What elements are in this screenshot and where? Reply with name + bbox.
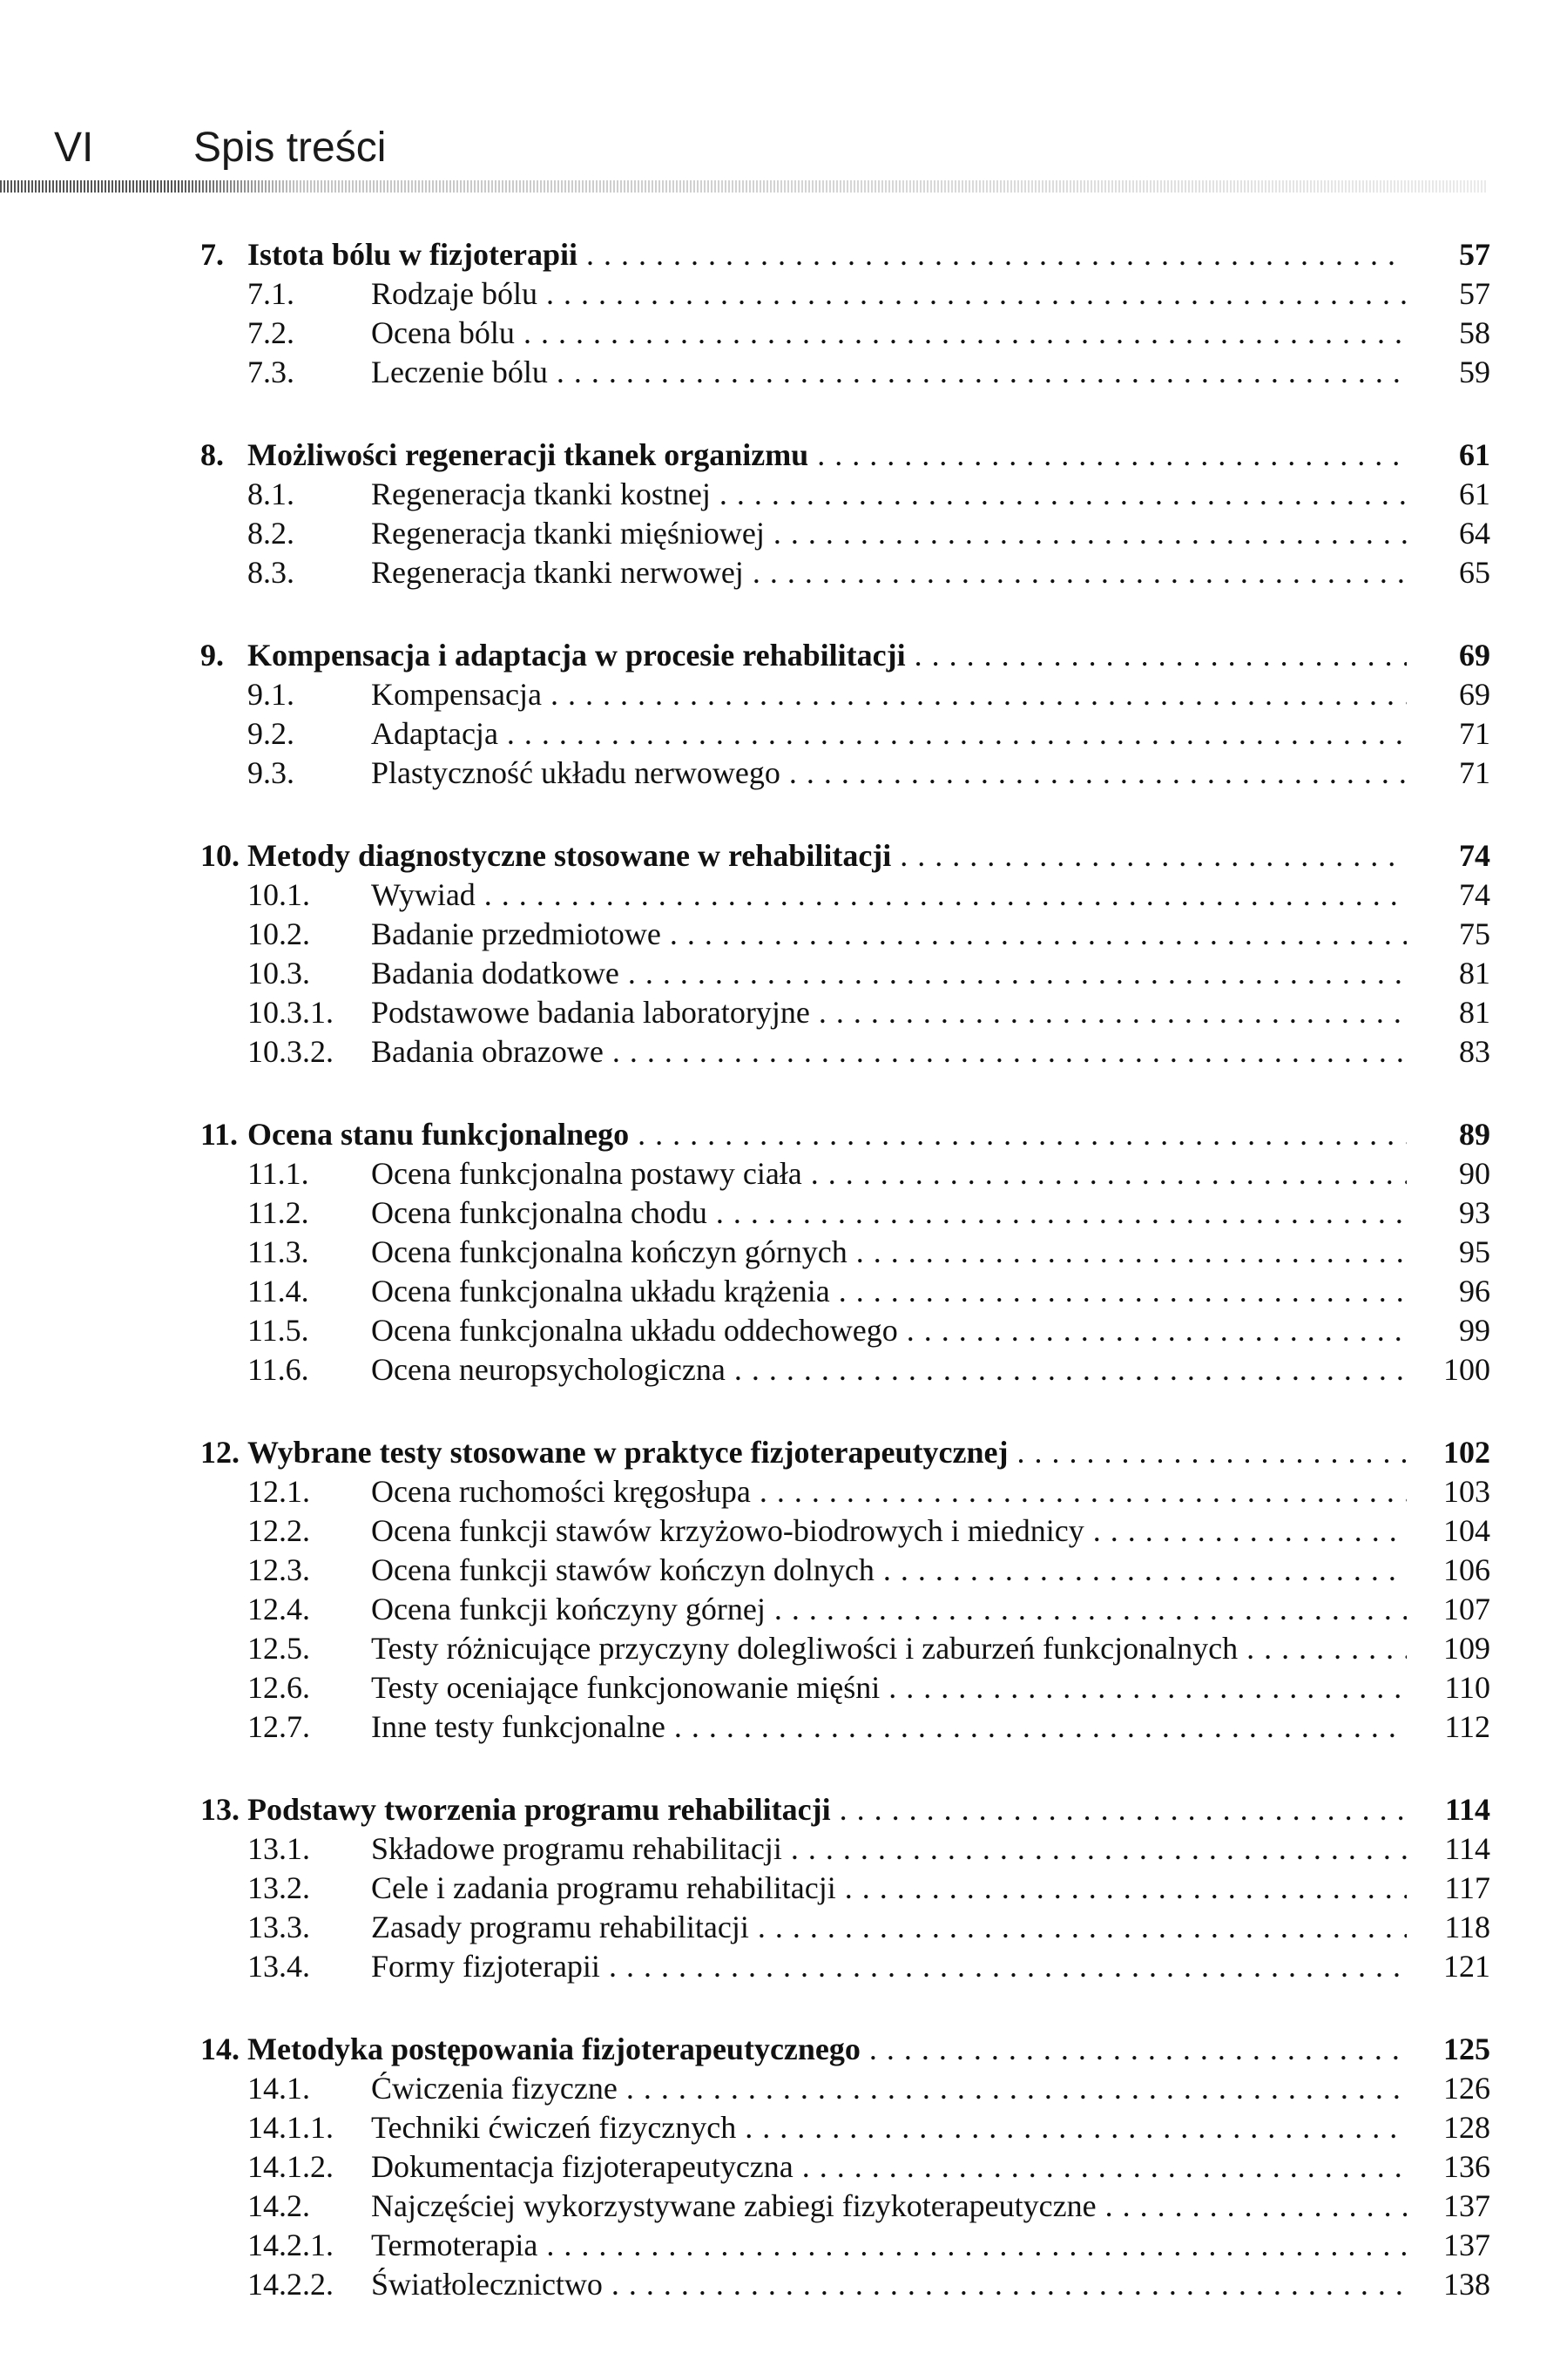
toc-entry-number: 13.1. <box>247 1831 310 1866</box>
toc-entry-title: Testy różnicujące przyczyny dolegliwości i zaburzeń funkcjonalnych <box>371 1631 1239 1666</box>
toc-entry-number: 11.2. <box>247 1195 309 1230</box>
toc-entry <box>0 353 1560 392</box>
toc-entry <box>0 1511 1560 1551</box>
toc-chapter-heading <box>0 836 1560 876</box>
toc-entry-leader <box>371 1154 1407 1193</box>
toc-entry-title: Ocena funkcjonalna układu oddechowego <box>371 1313 898 1348</box>
toc-entry-number: 14.2. <box>247 2188 310 2223</box>
toc-entry-number: 7. <box>200 237 224 272</box>
toc-entry-title: Kompensacja <box>371 677 542 712</box>
toc-entry-leader <box>371 1551 1407 1590</box>
toc-entry-number: 11.4. <box>247 1274 309 1308</box>
toc-chapter-heading <box>0 436 1560 475</box>
toc-entry-title: Ocena funkcji stawów krzyżowo-biodrowych i miednicy <box>371 1513 1084 1548</box>
toc-entry-page: 125 <box>1443 2032 1490 2066</box>
toc-chapter <box>0 636 1560 793</box>
toc-entry-title: Składowe programu rehabilitacji <box>371 1831 782 1866</box>
toc-entry-page: 61 <box>1459 477 1490 511</box>
toc-chapter-heading <box>0 636 1560 675</box>
toc-chapter <box>0 235 1560 392</box>
toc-entry-leader <box>371 993 1407 1032</box>
toc-entry-number: 12.6. <box>247 1670 310 1705</box>
toc-entry <box>0 754 1560 793</box>
toc-entry-number: 12.1. <box>247 1474 310 1509</box>
toc-entry-page: 96 <box>1459 1274 1490 1308</box>
toc-entry <box>0 2108 1560 2147</box>
toc-entry-title: Inne testy funkcjonalne <box>371 1709 665 1744</box>
toc-entry <box>0 1668 1560 1707</box>
toc-entry <box>0 1707 1560 1747</box>
toc-entry-number: 14.2.2. <box>247 2267 334 2302</box>
toc-entry-leader <box>247 636 1407 675</box>
toc-entry <box>0 714 1560 754</box>
toc-entry-title: Regeneracja tkanki mięśniowej <box>371 516 765 551</box>
toc-entry-page: 99 <box>1459 1313 1490 1348</box>
toc-entry-title: Ćwiczenia fizyczne <box>371 2071 618 2106</box>
toc-entry-page: 57 <box>1459 276 1490 311</box>
toc-entry-leader <box>371 1032 1407 1072</box>
toc-entry <box>0 1272 1560 1311</box>
toc-entry-page: 90 <box>1459 1156 1490 1191</box>
toc-entry-page: 126 <box>1443 2071 1490 2106</box>
toc-entry-number: 9.1. <box>247 677 294 712</box>
toc-entry <box>0 876 1560 915</box>
toc-entry <box>0 675 1560 714</box>
toc-chapter <box>0 1790 1560 1986</box>
toc-entry-page: 71 <box>1459 755 1490 790</box>
toc-entry-title: Regeneracja tkanki kostnej <box>371 477 711 511</box>
toc-entry-title: Ocena funkcji kończyny górnej <box>371 1592 766 1626</box>
toc-entry <box>0 1869 1560 1908</box>
toc-entry-leader <box>247 1115 1407 1154</box>
toc-entry-number: 12.4. <box>247 1592 310 1626</box>
toc-chapter-heading <box>0 1115 1560 1154</box>
toc-entry-page: 58 <box>1459 315 1490 350</box>
toc-entry-number: 14.1.2. <box>247 2149 334 2184</box>
toc-entry-leader <box>371 1707 1407 1747</box>
toc-entry-leader <box>371 1629 1407 1668</box>
toc-chapter <box>0 2030 1560 2304</box>
toc-chapter <box>0 836 1560 1072</box>
toc-entry-page: 102 <box>1443 1435 1490 1470</box>
toc-entry <box>0 1590 1560 1629</box>
toc-entry-title: Wybrane testy stosowane w praktyce fizjoterapeutycznej <box>247 1435 1009 1470</box>
toc-entry-page: 95 <box>1459 1234 1490 1269</box>
toc-entry-title: Światłolecznictwo <box>371 2267 603 2302</box>
toc-entry-leader <box>371 1272 1407 1311</box>
toc-entry-title: Ocena neuropsychologiczna <box>371 1352 726 1387</box>
toc-entry <box>0 1629 1560 1668</box>
toc-entry-page: 137 <box>1443 2188 1490 2223</box>
toc-entry-page: 74 <box>1459 838 1490 873</box>
toc-entry-title: Badania dodatkowe <box>371 956 619 991</box>
toc-entry-leader <box>371 2226 1407 2265</box>
toc-entry-title: Kompensacja i adaptacja w procesie rehabilitacji <box>247 638 906 673</box>
toc-entry <box>0 314 1560 353</box>
toc-entry-leader <box>371 274 1407 314</box>
page-header <box>0 0 1560 200</box>
toc-entry <box>0 1908 1560 1947</box>
toc-entry-page: 110 <box>1444 1670 1490 1705</box>
toc-entry-leader <box>371 353 1407 392</box>
toc-entry-leader <box>371 1668 1407 1707</box>
toc-entry-page: 107 <box>1443 1592 1490 1626</box>
toc-entry-leader <box>247 436 1407 475</box>
toc-entry <box>0 514 1560 553</box>
toc-entry-leader <box>371 553 1407 592</box>
toc-entry-number: 7.1. <box>247 276 294 311</box>
toc-entry-page: 81 <box>1459 956 1490 991</box>
toc-entry-leader <box>247 1790 1407 1829</box>
toc-entry-title: Adaptacja <box>371 716 498 751</box>
toc-entry-page: 136 <box>1443 2149 1490 2184</box>
toc-entry <box>0 993 1560 1032</box>
toc-entry-title: Możliwości regeneracji tkanek organizmu <box>247 437 809 472</box>
toc-entry-number: 11.5. <box>247 1313 309 1348</box>
toc-entry-page: 74 <box>1459 877 1490 912</box>
toc-entry-title: Ocena ruchomości kręgosłupa <box>371 1474 751 1509</box>
header-rule <box>0 180 1488 193</box>
toc-entry-page: 106 <box>1443 1552 1490 1587</box>
toc-entry-number: 9. <box>200 638 224 673</box>
toc-chapter-heading <box>0 2030 1560 2069</box>
toc-chapter-heading <box>0 235 1560 274</box>
toc-entry-leader <box>371 1233 1407 1272</box>
toc-entry <box>0 2069 1560 2108</box>
toc-entry-number: 12.3. <box>247 1552 310 1587</box>
toc-entry <box>0 274 1560 314</box>
toc-entry-page: 57 <box>1459 237 1490 272</box>
toc-entry-title: Istota bólu w fizjoterapii <box>247 237 577 272</box>
toc-entry-leader <box>371 1311 1407 1350</box>
toc-entry-page: 112 <box>1444 1709 1490 1744</box>
toc-entry-number: 9.3. <box>247 755 294 790</box>
toc-entry-title: Testy oceniające funkcjonowanie mięśni <box>371 1670 881 1705</box>
toc-entry-title: Badanie przedmiotowe <box>371 916 661 951</box>
toc-entry-leader <box>371 1350 1407 1389</box>
toc-entry-leader <box>371 2147 1407 2187</box>
toc-entry-page: 61 <box>1459 437 1490 472</box>
toc-entry-leader <box>371 2265 1407 2304</box>
toc-entry <box>0 475 1560 514</box>
toc-entry-page: 117 <box>1444 1870 1490 1905</box>
toc-entry-page: 109 <box>1443 1631 1490 1666</box>
toc-entry-leader <box>371 915 1407 954</box>
toc-entry-number: 10.3.1. <box>247 995 334 1030</box>
toc-entry-page: 81 <box>1459 995 1490 1030</box>
toc-entry-leader <box>371 1908 1407 1947</box>
toc-entry-number: 13.4. <box>247 1949 310 1984</box>
toc-entry-title: Regeneracja tkanki nerwowej <box>371 555 744 590</box>
toc-entry-title: Podstawowe badania laboratoryjne <box>371 995 810 1030</box>
toc-entry-leader <box>371 1511 1407 1551</box>
toc-entry-title: Badania obrazowe <box>371 1034 604 1069</box>
toc-entry <box>0 1311 1560 1350</box>
toc-entry-title: Podstawy tworzenia programu rehabilitacji <box>247 1792 831 1827</box>
toc-entry <box>0 1350 1560 1389</box>
toc-entry-leader <box>371 1829 1407 1869</box>
toc-entry <box>0 954 1560 993</box>
toc-entry-title: Ocena funkcjonalna kończyn górnych <box>371 1234 848 1269</box>
toc-entry-title: Leczenie bólu <box>371 355 548 389</box>
toc-entry-page: 59 <box>1459 355 1490 389</box>
toc-entry-number: 7.2. <box>247 315 294 350</box>
toc-entry-leader <box>371 514 1407 553</box>
toc-entry-title: Rodzaje bólu <box>371 276 537 311</box>
toc-entry-page: 104 <box>1443 1513 1490 1548</box>
toc-entry-number: 14. <box>200 2032 240 2066</box>
toc-entry-title: Ocena funkcjonalna układu krążenia <box>371 1274 830 1308</box>
toc-entry <box>0 553 1560 592</box>
toc-entry <box>0 2226 1560 2265</box>
toc-entry-page: 128 <box>1443 2110 1490 2145</box>
toc-entry-page: 137 <box>1443 2228 1490 2262</box>
toc-entry-leader <box>371 675 1407 714</box>
toc-entry-title: Metodyka postępowania fizjoterapeutycznego <box>247 2032 861 2066</box>
toc-entry <box>0 1233 1560 1272</box>
toc-entry-number: 8.3. <box>247 555 294 590</box>
toc-entry-number: 12. <box>200 1435 240 1470</box>
toc-entry-page: 93 <box>1459 1195 1490 1230</box>
toc-entry-title: Ocena stanu funkcjonalnego <box>247 1117 630 1152</box>
toc-entry-title: Metody diagnostyczne stosowane w rehabilitacji <box>247 838 892 873</box>
toc-entry-leader <box>371 475 1407 514</box>
toc-entry-page: 118 <box>1444 1910 1490 1944</box>
toc-entry-number: 10. <box>200 838 240 873</box>
toc-entry <box>0 1032 1560 1072</box>
toc-entry <box>0 1947 1560 1986</box>
toc-entry <box>0 1193 1560 1233</box>
toc-entry-number: 12.5. <box>247 1631 310 1666</box>
toc-entry <box>0 1154 1560 1193</box>
toc-chapter <box>0 436 1560 592</box>
toc-entry-leader <box>371 1590 1407 1629</box>
toc-entry <box>0 1472 1560 1511</box>
toc-entry-title: Cele i zadania programu rehabilitacji <box>371 1870 836 1905</box>
toc-entry-leader <box>371 2187 1407 2226</box>
toc-entry-number: 12.7. <box>247 1709 310 1744</box>
toc-entry-leader <box>247 836 1407 876</box>
toc-entry-number: 13.3. <box>247 1910 310 1944</box>
toc-entry-page: 138 <box>1443 2267 1490 2302</box>
toc-entry-leader <box>371 1472 1407 1511</box>
header-title: Spis treści <box>193 125 387 171</box>
toc-entry-page: 64 <box>1459 516 1490 551</box>
toc-entry-number: 11.3. <box>247 1234 309 1269</box>
toc-entry-page: 69 <box>1459 638 1490 673</box>
toc-chapter <box>0 1115 1560 1389</box>
page-number: VI <box>54 125 94 171</box>
toc-entry-number: 13. <box>200 1792 240 1827</box>
toc-entry-title: Ocena funkcji stawów kończyn dolnych <box>371 1552 875 1587</box>
toc-chapter <box>0 1433 1560 1747</box>
toc-entry-leader <box>371 754 1407 793</box>
toc-entry-page: 114 <box>1444 1792 1490 1827</box>
table-of-contents <box>0 235 1560 2348</box>
toc-entry-page: 71 <box>1459 716 1490 751</box>
toc-entry-title: Ocena funkcjonalna postawy ciała <box>371 1156 802 1191</box>
toc-entry-number: 10.3. <box>247 956 310 991</box>
toc-entry <box>0 1829 1560 1869</box>
toc-entry-title: Termoterapia <box>371 2228 538 2262</box>
toc-entry-leader <box>371 1947 1407 1986</box>
toc-entry-leader <box>247 2030 1407 2069</box>
toc-entry <box>0 2187 1560 2226</box>
toc-entry-number: 8. <box>200 437 224 472</box>
toc-entry-number: 7.3. <box>247 355 294 389</box>
toc-entry-page: 114 <box>1444 1831 1490 1866</box>
toc-entry-leader <box>247 1433 1407 1472</box>
toc-entry-leader <box>371 1193 1407 1233</box>
toc-entry-number: 10.2. <box>247 916 310 951</box>
toc-entry-leader <box>371 314 1407 353</box>
toc-entry-leader <box>371 954 1407 993</box>
toc-entry-number: 14.2.1. <box>247 2228 334 2262</box>
toc-entry-leader <box>371 714 1407 754</box>
toc-entry-leader <box>371 2108 1407 2147</box>
toc-entry-title: Formy fizjoterapii <box>371 1949 600 1984</box>
toc-entry <box>0 2265 1560 2304</box>
toc-entry-leader <box>371 876 1407 915</box>
toc-entry-title: Dokumentacja fizjoterapeutyczna <box>371 2149 794 2184</box>
toc-entry-page: 75 <box>1459 916 1490 951</box>
toc-entry-title: Zasady programu rehabilitacji <box>371 1910 749 1944</box>
toc-entry-title: Ocena funkcjonalna chodu <box>371 1195 707 1230</box>
toc-entry-page: 100 <box>1443 1352 1490 1387</box>
toc-entry <box>0 1551 1560 1590</box>
toc-entry-number: 11. <box>200 1117 239 1152</box>
toc-entry-page: 103 <box>1443 1474 1490 1509</box>
toc-entry-title: Ocena bólu <box>371 315 515 350</box>
toc-entry-number: 9.2. <box>247 716 294 751</box>
toc-entry-title: Wywiad <box>371 877 476 912</box>
toc-entry-leader <box>371 1869 1407 1908</box>
toc-entry <box>0 2147 1560 2187</box>
toc-entry-number: 8.1. <box>247 477 294 511</box>
toc-entry-page: 69 <box>1459 677 1490 712</box>
toc-entry-number: 10.1. <box>247 877 310 912</box>
toc-entry-number: 11.1. <box>247 1156 309 1191</box>
toc-entry-number: 11.6. <box>247 1352 309 1387</box>
toc-entry-leader <box>247 235 1407 274</box>
toc-entry-leader <box>371 2069 1407 2108</box>
toc-entry-number: 13.2. <box>247 1870 310 1905</box>
toc-chapter-heading <box>0 1433 1560 1472</box>
toc-entry-number: 10.3.2. <box>247 1034 334 1069</box>
toc-entry-title: Plastyczność układu nerwowego <box>371 755 780 790</box>
toc-entry-number: 12.2. <box>247 1513 310 1548</box>
toc-entry-title: Najczęściej wykorzystywane zabiegi fizykoterapeutyczne <box>371 2188 1097 2223</box>
toc-entry <box>0 915 1560 954</box>
toc-entry-page: 89 <box>1459 1117 1490 1152</box>
toc-entry-number: 8.2. <box>247 516 294 551</box>
toc-chapter-heading <box>0 1790 1560 1829</box>
toc-entry-title: Techniki ćwiczeń fizycznych <box>371 2110 737 2145</box>
toc-entry-page: 83 <box>1459 1034 1490 1069</box>
toc-entry-number: 14.1.1. <box>247 2110 334 2145</box>
toc-entry-page: 121 <box>1443 1949 1490 1984</box>
toc-entry-page: 65 <box>1459 555 1490 590</box>
toc-entry-number: 14.1. <box>247 2071 310 2106</box>
